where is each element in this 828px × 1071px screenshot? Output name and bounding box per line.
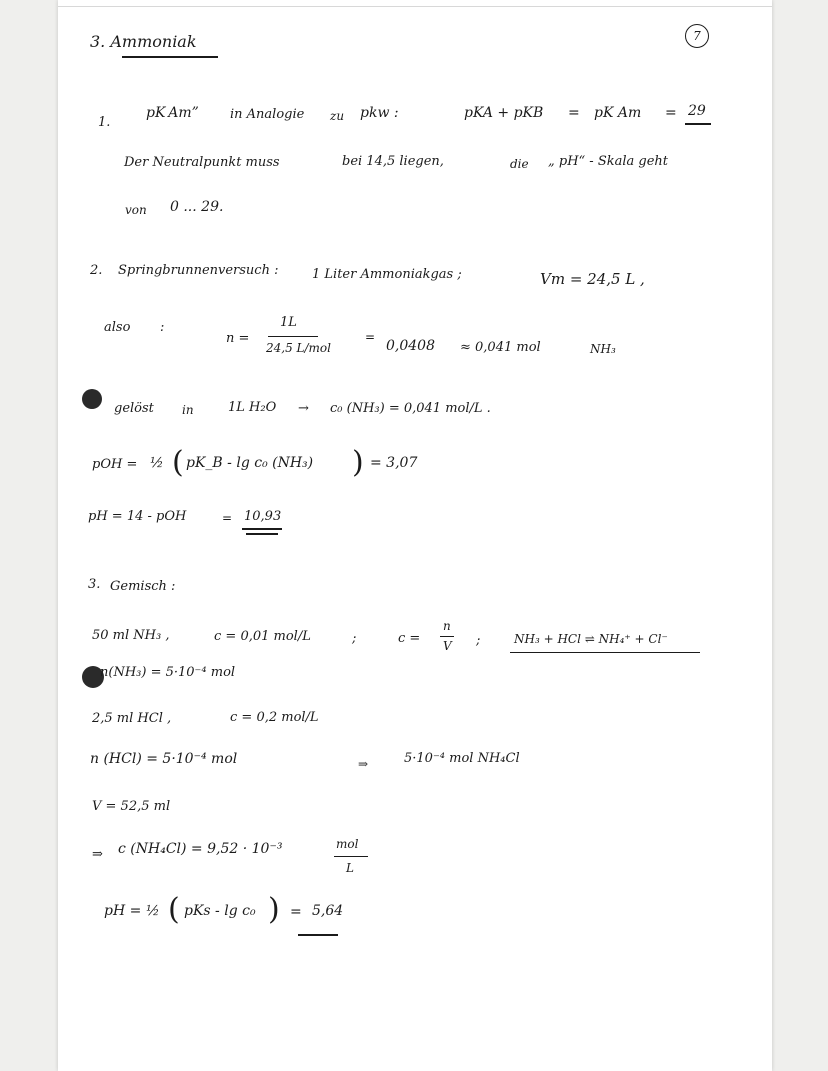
s2-molar-volume: Vm = 24,5 L , (540, 270, 645, 288)
ph-underline-1 (242, 528, 282, 530)
r1-ammonia: 50 ml NH₃ , (92, 628, 170, 643)
dissolved-label: gelöst (114, 401, 154, 416)
fraction-bar (268, 336, 318, 337)
r6-unit-den: L (346, 861, 354, 875)
ph-value: 10,93 (244, 509, 282, 524)
r7-label: pH = (104, 903, 142, 919)
r1-conc: c = 0,01 mol/L (214, 629, 311, 644)
r1-c-eq: c = (398, 631, 421, 646)
s2-gas: 1 Liter Ammoniakgas ; (312, 267, 462, 282)
dissolved-in: in (182, 403, 194, 417)
s3-title: Gemisch : (110, 579, 176, 594)
l1-term-g: pK Am (594, 105, 642, 121)
r6-unit-num: mol (336, 837, 359, 851)
fraction-numerator: 1L (280, 315, 297, 330)
eq1-approx: ≈ 0,041 mol (460, 340, 541, 355)
poh-half: ½ (150, 455, 164, 471)
n-equals: n = (226, 331, 250, 346)
r7-inner: pKs - lg c₀ (184, 903, 256, 919)
r7-value: 5,64 (312, 903, 344, 919)
eq1-value: 0,0408 (386, 338, 435, 354)
r7-paren-open: ( (168, 892, 180, 927)
r5-volume: V = 52,5 ml (92, 799, 171, 814)
r3-conc: c = 0,2 mol/L (230, 710, 319, 725)
r6-conc: c (NH₄Cl) = 9,52 · 10⁻³ (118, 841, 283, 857)
r1-frac-n: n (443, 619, 451, 633)
heading-underline (122, 56, 218, 58)
also-colon: : (160, 320, 165, 335)
l2-text-c: die (510, 157, 529, 171)
l1-term-f: = (568, 105, 580, 121)
item-2-number: 2. (90, 263, 103, 278)
r6-arrow: ⇒ (92, 847, 103, 862)
eq1-sign: = (365, 330, 376, 344)
l1-term-h: = (665, 105, 677, 121)
s2-title: Springbrunnenversuch : (118, 263, 279, 278)
ph-line: pH = 14 - pOH (88, 509, 187, 524)
hole-punch-dot (82, 389, 102, 409)
eq1-substance: NH₃ (590, 342, 616, 356)
dissolved-arrow: → (298, 401, 309, 416)
l2-text: Der Neutralpunkt muss (124, 155, 280, 170)
l1-value: 29 (688, 103, 706, 119)
r4-product: 5·10⁻⁴ mol NH₄Cl (404, 751, 520, 766)
r3-hcl: 2,5 ml HCl , (92, 711, 172, 726)
fraction-denominator: 24,5 L/mol (266, 341, 331, 355)
poh-paren-close: ) (352, 445, 364, 480)
r1-semicolon-2: ; (476, 633, 481, 648)
ph-underline-2 (246, 533, 278, 535)
l1-term-a: pK Am” (146, 105, 199, 121)
l2-text-d: „ pH“ - Skala geht (548, 154, 669, 169)
r7-half: ½ (146, 903, 160, 919)
reaction-underline (510, 652, 700, 653)
r2-moles: n(NH₃) = 5·10⁻⁴ mol (100, 665, 236, 680)
r7-eq: = (290, 904, 302, 920)
reaction-equation: NH₃ + HCl ⇌ NH₄⁺ + Cl⁻ (514, 632, 668, 646)
r7-paren-close: ) (268, 892, 280, 927)
r1-semicolon: ; (352, 631, 357, 646)
poh-inner: pK_B - lg c₀ (NH₃) (186, 455, 314, 471)
page-number: 7 (693, 29, 701, 43)
l1-term-e: pKA + pKB (464, 105, 544, 121)
item-1-number: 1. (98, 115, 111, 130)
r1-frac-bar (440, 636, 454, 637)
l3-range: 0 ... 29. (170, 199, 224, 215)
r7-underline (298, 934, 338, 936)
also-label: also (104, 320, 131, 335)
l1-term-b: in Analogie (230, 107, 305, 122)
ph-eq-sign: = (222, 511, 233, 525)
item-3-number: 3. (88, 577, 101, 592)
r1-frac-d: V (443, 639, 452, 653)
heading: 3. Ammoniak (90, 32, 197, 51)
dissolved-water: 1L H₂O (228, 400, 277, 415)
poh-result: = 3,07 (370, 455, 418, 471)
r4-moles-hcl: n (HCl) = 5·10⁻⁴ mol (90, 751, 238, 767)
poh-label: pOH = (92, 457, 138, 472)
l3-text: von (125, 203, 147, 217)
dissolved-concentration: c₀ (NH₃) = 0,041 mol/L . (330, 401, 491, 416)
page-number-badge (685, 24, 709, 48)
r4-arrow: ⇒ (358, 757, 369, 771)
l1-value-underline (685, 123, 711, 125)
l1-term-d: pkw : (360, 105, 399, 121)
l1-term-c: zu (330, 109, 345, 123)
l2-text-b: bei 14,5 liegen, (342, 154, 444, 169)
poh-paren-open: ( (172, 445, 184, 480)
r6-unit-bar (334, 856, 368, 857)
